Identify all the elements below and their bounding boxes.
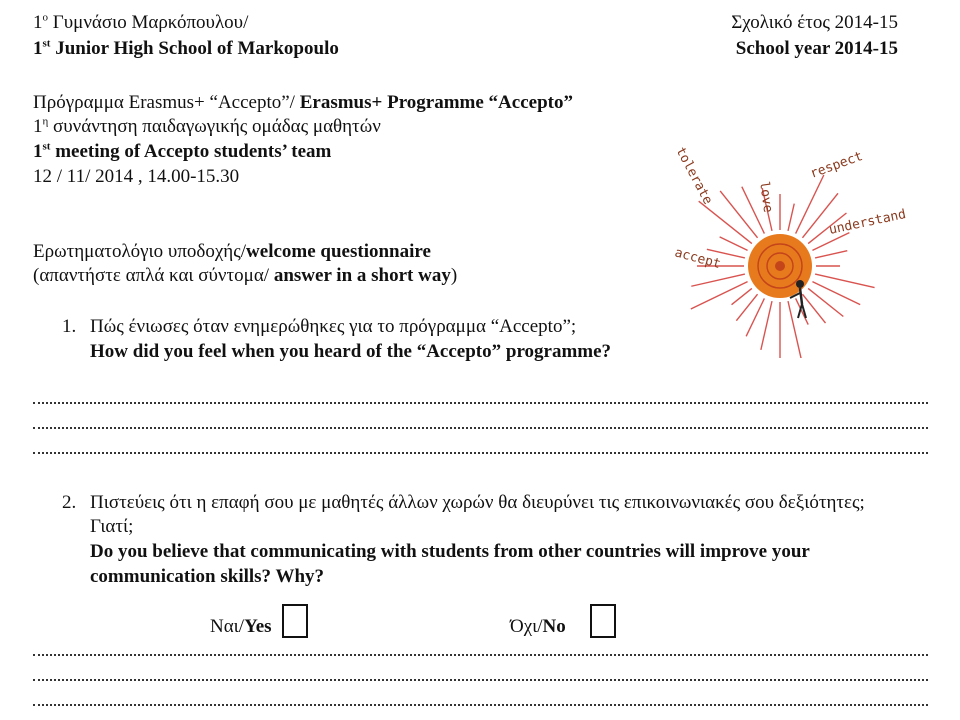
logo-ray (812, 282, 860, 305)
school-year-greek: Σχολικό έτος 2014-15 (731, 12, 898, 33)
questionnaire-instructions: (απαντήστε απλά και σύντομα/ answer in a short way) (33, 265, 458, 286)
question-2-greek-line-1: Πιστεύεις ότι η επαφή σου με μαθητές άλλων χωρών θα διευρύνει τις επικοινωνιακές σου δεξιότητες; (90, 492, 865, 513)
answer-line-2a[interactable] (33, 652, 928, 656)
logo-ray (815, 274, 874, 288)
yes-checkbox[interactable] (282, 604, 308, 638)
logo-word-respect: respect (808, 148, 865, 182)
meeting-english: 1st meeting of Accepto students’ team (33, 140, 332, 162)
question-1-number: 1. (62, 316, 77, 337)
logo-ray (761, 301, 772, 350)
logo-word-tolerate: tolerate (672, 144, 716, 208)
logo-ray (691, 282, 748, 309)
logo-ray (720, 237, 748, 250)
meeting-greek: $1^\eta$ συνάντηση παιδαγωγικής ομάδας μαθητών (33, 115, 381, 137)
logo-ray (796, 175, 824, 234)
logo-ray (691, 274, 745, 286)
question-2-number: 2. (62, 492, 77, 513)
school-name-greek: $1^o$ Γυμνάσιο Μαρκόπουλου/ (33, 11, 249, 33)
school-name-english: 1st Junior High School of Markopoulo (33, 37, 339, 59)
logo-ray (788, 204, 794, 231)
logo-ray (732, 288, 752, 304)
answer-line-1a[interactable] (33, 400, 928, 404)
no-checkbox[interactable] (590, 604, 616, 638)
yes-label: Ναι/Yes (210, 616, 272, 637)
programme-title: Πρόγραμμα Erasmus+ “Accepto”/ Erasmus+ Programme “Accepto” (33, 92, 573, 113)
no-label: Όχι/No (510, 616, 566, 637)
answer-line-2c[interactable] (33, 702, 928, 706)
logo-word-accept: accept (672, 245, 723, 273)
questionnaire-title: Ερωτηματολόγιο υποδοχής/welcome questionnaire (33, 241, 431, 262)
logo-ray (720, 191, 757, 238)
answer-line-1c[interactable] (33, 450, 928, 454)
logo-ray (808, 288, 843, 316)
question-2-english-line-1: Do you believe that communicating with students from other countries will improve your (90, 541, 810, 562)
question-2-english-line-2: communication skills? Why? (90, 566, 325, 587)
meeting-date-time: 12 / 11/ 2014 , 14.00-15.30 (33, 166, 240, 187)
logo-word-love: love (756, 180, 776, 214)
question-1-greek: Πώς ένιωσες όταν ενημερώθηκες για το πρόγραμμα “Accepto”; (90, 316, 577, 337)
logo-ray (815, 251, 847, 258)
school-year-english: School year 2014-15 (735, 38, 898, 59)
question-1-english: How did you feel when you heard of the “Accepto” programme? (90, 341, 612, 362)
logo-ray (699, 201, 752, 243)
logo-word-understand: understand (827, 206, 908, 238)
accepto-logo (662, 138, 922, 358)
answer-line-1b[interactable] (33, 425, 928, 429)
question-2-greek-line-2: Γιατί; (90, 516, 134, 537)
answer-line-2b[interactable] (33, 677, 928, 681)
